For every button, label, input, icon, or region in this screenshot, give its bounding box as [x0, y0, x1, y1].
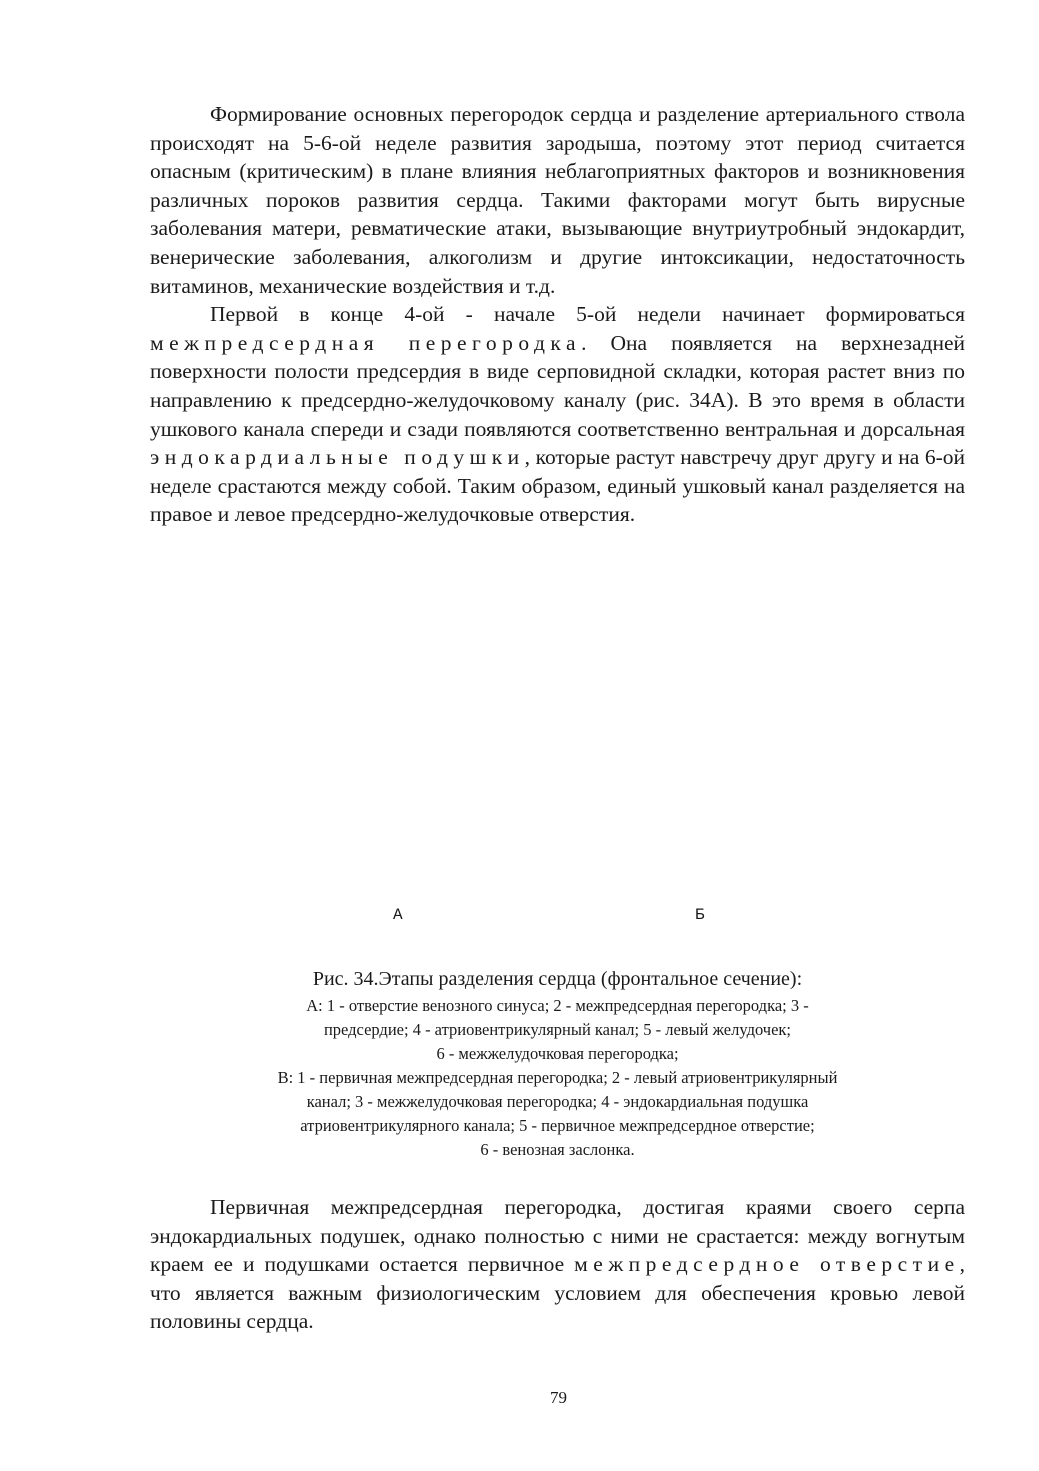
paragraph-2-part-b: . Она появляется на верхнезадней поверхности полости предсердия в виде серповидной складки, которая растет вниз по направлению к предсердно-желудочковому каналу (рис. 34А). В это время в области ушкового канала спереди и сзади появляются соответственно вентральная и дорсальная	[150, 330, 965, 441]
paragraph-2-part-a: Первой в конце 4-ой - начале 5-ой недели начинает формироваться	[210, 302, 965, 327]
paragraph-3-part-a: Первичная межпредсердная перегородка, достигая краями своего серпа эндокардиальных подушек, однако полностью с ними не срастается: между вогнутым краем ее и подушками остается первичное	[150, 1195, 965, 1277]
caption-line: атриовентрикулярного канала; 5 - первичное межпредсердное отверстие;	[300, 1116, 815, 1135]
main-text-bottom	[150, 1193, 965, 1336]
page-number: 79	[550, 1388, 567, 1407]
caption-line: канал; 3 - межжелудочковая перегородка; 4 - эндокардиальная подушка	[306, 1092, 809, 1111]
paragraph-2-part-c: , которые растут навстречу друг другу и на 6-ой неделе срастаются между собой. Таким образом, единый ушковый канал разделяется на правое и левое предсердно-желудочковые отверстия.	[150, 445, 966, 527]
figure-label-b: Б	[695, 906, 705, 924]
paragraph-1: Формирование основных перегородок сердца и разделение артериального ствола происходят на 5-6-ой неделе развития зародыша, поэтому этот период считается опасным (критическим) в плане влияния неблагоприятных факторов и возникновения различных пороков развития сердца. Такими факторами могут быть вирусные заболевания матери, ревматические атаки, вызывающие внутриутробный эндокардит, венерические заболевания, алкоголизм и другие интоксикации, недостаточность витаминов, механические воздействия и т.д.	[150, 102, 965, 298]
caption-line: В: 1 - первичная межпредсердная перегородка; 2 - левый атриовентрикулярный	[277, 1068, 838, 1087]
caption-line: 6 - венозная заслонка.	[480, 1140, 635, 1159]
caption-title: Рис. 34.Этапы разделения сердца (фронтальное сечение):	[312, 968, 803, 990]
main-text-top	[150, 100, 965, 529]
paragraph-2	[150, 300, 965, 529]
paragraph-3	[150, 1193, 965, 1336]
spaced-term-interatrial-septum: межпредсердная перегородка	[150, 330, 582, 355]
figure-34	[150, 590, 965, 940]
spaced-term-interatrial-foramen: межпредсердное отверстие	[574, 1252, 960, 1277]
paragraph-3-part-b: , что является важным физиологическим условием для обеспечения кровью левой половины сердца.	[150, 1252, 965, 1334]
spaced-term-endocardial-cushions: эндокардиальные подушки	[150, 445, 525, 470]
figure-label-a: А	[393, 906, 403, 924]
caption-line: предсердие; 4 - атриовентрикулярный канал; 5 - левый желудочек;	[323, 1020, 792, 1039]
caption-line: 6 - межжелудочковая перегородка;	[436, 1044, 679, 1063]
figure-caption	[150, 966, 965, 1162]
caption-line: А: 1 - отверстие венозного синуса; 2 - межпредсердная перегородка; 3 -	[306, 996, 809, 1015]
